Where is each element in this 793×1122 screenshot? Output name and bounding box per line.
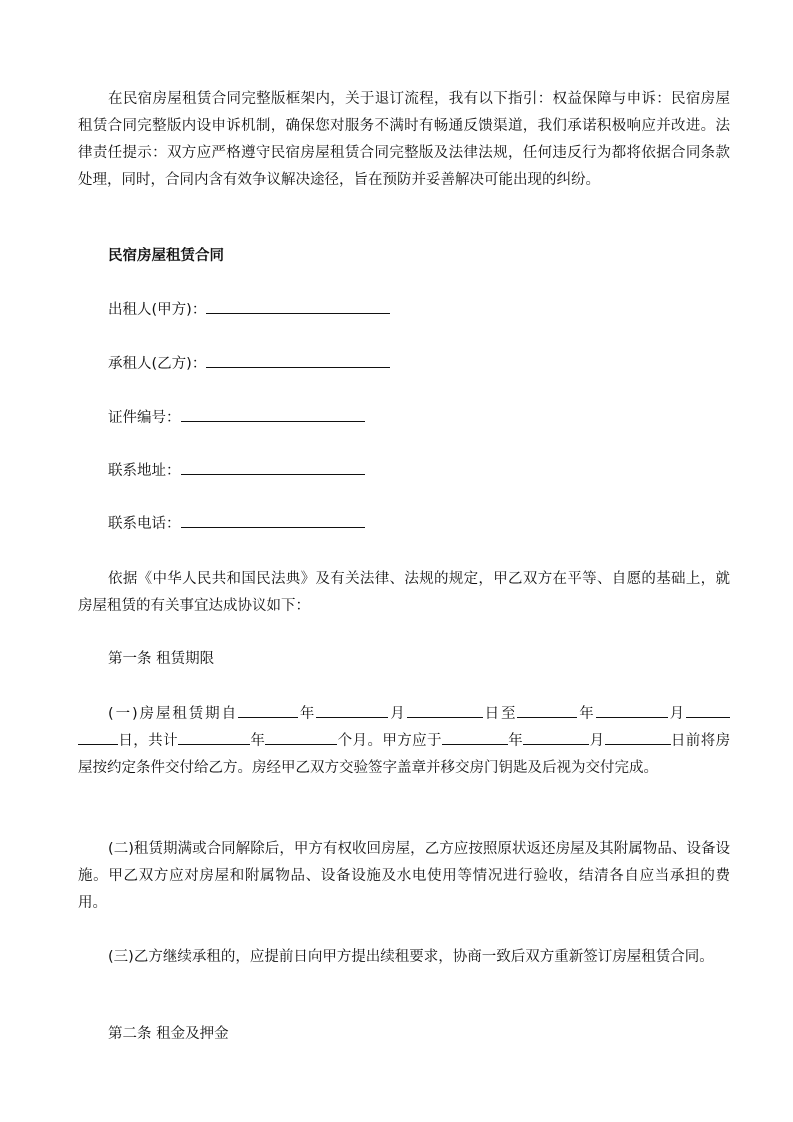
end-month-blank[interactable] xyxy=(596,703,668,718)
clause1-rest: 前将房屋按约定条件交付给乙方。房经甲乙双方交验签字盖章并移交房门钥匙及后视为交付完成。 xyxy=(78,733,731,776)
start-month-unit: 月 xyxy=(388,706,407,722)
lessor-blank[interactable] xyxy=(206,299,390,314)
deliver-year-unit: 年 xyxy=(507,733,524,749)
end-day-blank-b[interactable] xyxy=(78,730,118,745)
deliver-year-blank[interactable] xyxy=(442,730,508,745)
lessee-field xyxy=(108,351,390,378)
months-total-text: 个月。甲方应于 xyxy=(337,733,442,749)
address-blank[interactable] xyxy=(181,460,365,475)
contract-title: 民宿房屋租赁合同 xyxy=(108,248,224,264)
total-year-unit: 年 xyxy=(249,733,266,749)
address-label: 联系地址： xyxy=(108,463,181,479)
start-day-to: 日至 xyxy=(482,706,518,722)
end-year-unit: 年 xyxy=(577,706,596,722)
end-day-blank-a[interactable] xyxy=(686,703,730,718)
article2-heading: 第二条 租金及押金 xyxy=(108,1026,229,1042)
phone-label: 联系电话： xyxy=(108,516,181,532)
article1-heading: 第一条 租赁期限 xyxy=(108,651,215,667)
deliver-day-blank[interactable] xyxy=(605,730,671,745)
intro-paragraph: 在民宿房屋租赁合同完整版框架内，关于退订流程，我有以下指引：权益保障与申诉：民宿房屋租赁合同完整版内设申诉机制，确保您对服务不满时有畅通反馈渠道，我们承诺积极响应并改进。法律责任提示：双方应严格遵守民宿房屋租赁合同完整版及法律法规，任何违反行为都将依据合同条款处理，同时，合同内含有效争议解决途径，旨在预防并妥善解决可能出现的纠纷。 xyxy=(78,91,730,188)
start-year-unit: 年 xyxy=(298,706,317,722)
lessee-label: 承租人(乙方)： xyxy=(108,356,207,372)
article1-clause3: (三)乙方继续承租的，应提前日向甲方提出续租要求，协商一致后双方重新签订房屋租赁合同。 xyxy=(108,949,714,965)
preamble-paragraph: 依据《中华人民共和国民法典》及有关法律、法规的规定，甲乙双方在平等、自愿的基础上，就房屋租赁的有关事宜达成协议如下： xyxy=(78,571,730,614)
deliver-day-unit: 日 xyxy=(670,733,686,749)
start-month-blank[interactable] xyxy=(316,703,388,718)
start-year-blank[interactable] xyxy=(238,703,298,718)
end-month-unit: 月 xyxy=(667,706,687,722)
end-year-blank[interactable] xyxy=(517,703,577,718)
end-day-total: 日，共计 xyxy=(118,733,178,749)
clause1-prefix: (一)房屋租赁期自 xyxy=(108,706,238,722)
phone-blank[interactable] xyxy=(181,513,365,528)
article1-clause1 xyxy=(78,701,730,782)
phone-field xyxy=(108,511,365,538)
total-months-blank[interactable] xyxy=(178,730,250,745)
id-no-field xyxy=(108,405,365,432)
start-day-blank[interactable] xyxy=(407,703,483,718)
lessor-label: 出租人(甲方)： xyxy=(108,302,207,318)
address-field xyxy=(108,458,365,485)
lessee-blank[interactable] xyxy=(206,353,390,368)
lessor-field xyxy=(108,297,390,324)
deliver-month-unit: 月 xyxy=(589,733,605,749)
id-no-blank[interactable] xyxy=(181,407,365,422)
total-months-count-blank[interactable] xyxy=(265,730,337,745)
id-no-label: 证件编号： xyxy=(108,410,181,426)
deliver-month-blank[interactable] xyxy=(523,730,589,745)
article1-clause2: (二)租赁期满或合同解除后，甲方有权收回房屋，乙方应按照原状返还房屋及其附属物品、设备设施。甲乙双方应对房屋和附属物品、设备设施及水电使用等情况进行验收，结清各自应当承担的费用。 xyxy=(78,841,730,911)
